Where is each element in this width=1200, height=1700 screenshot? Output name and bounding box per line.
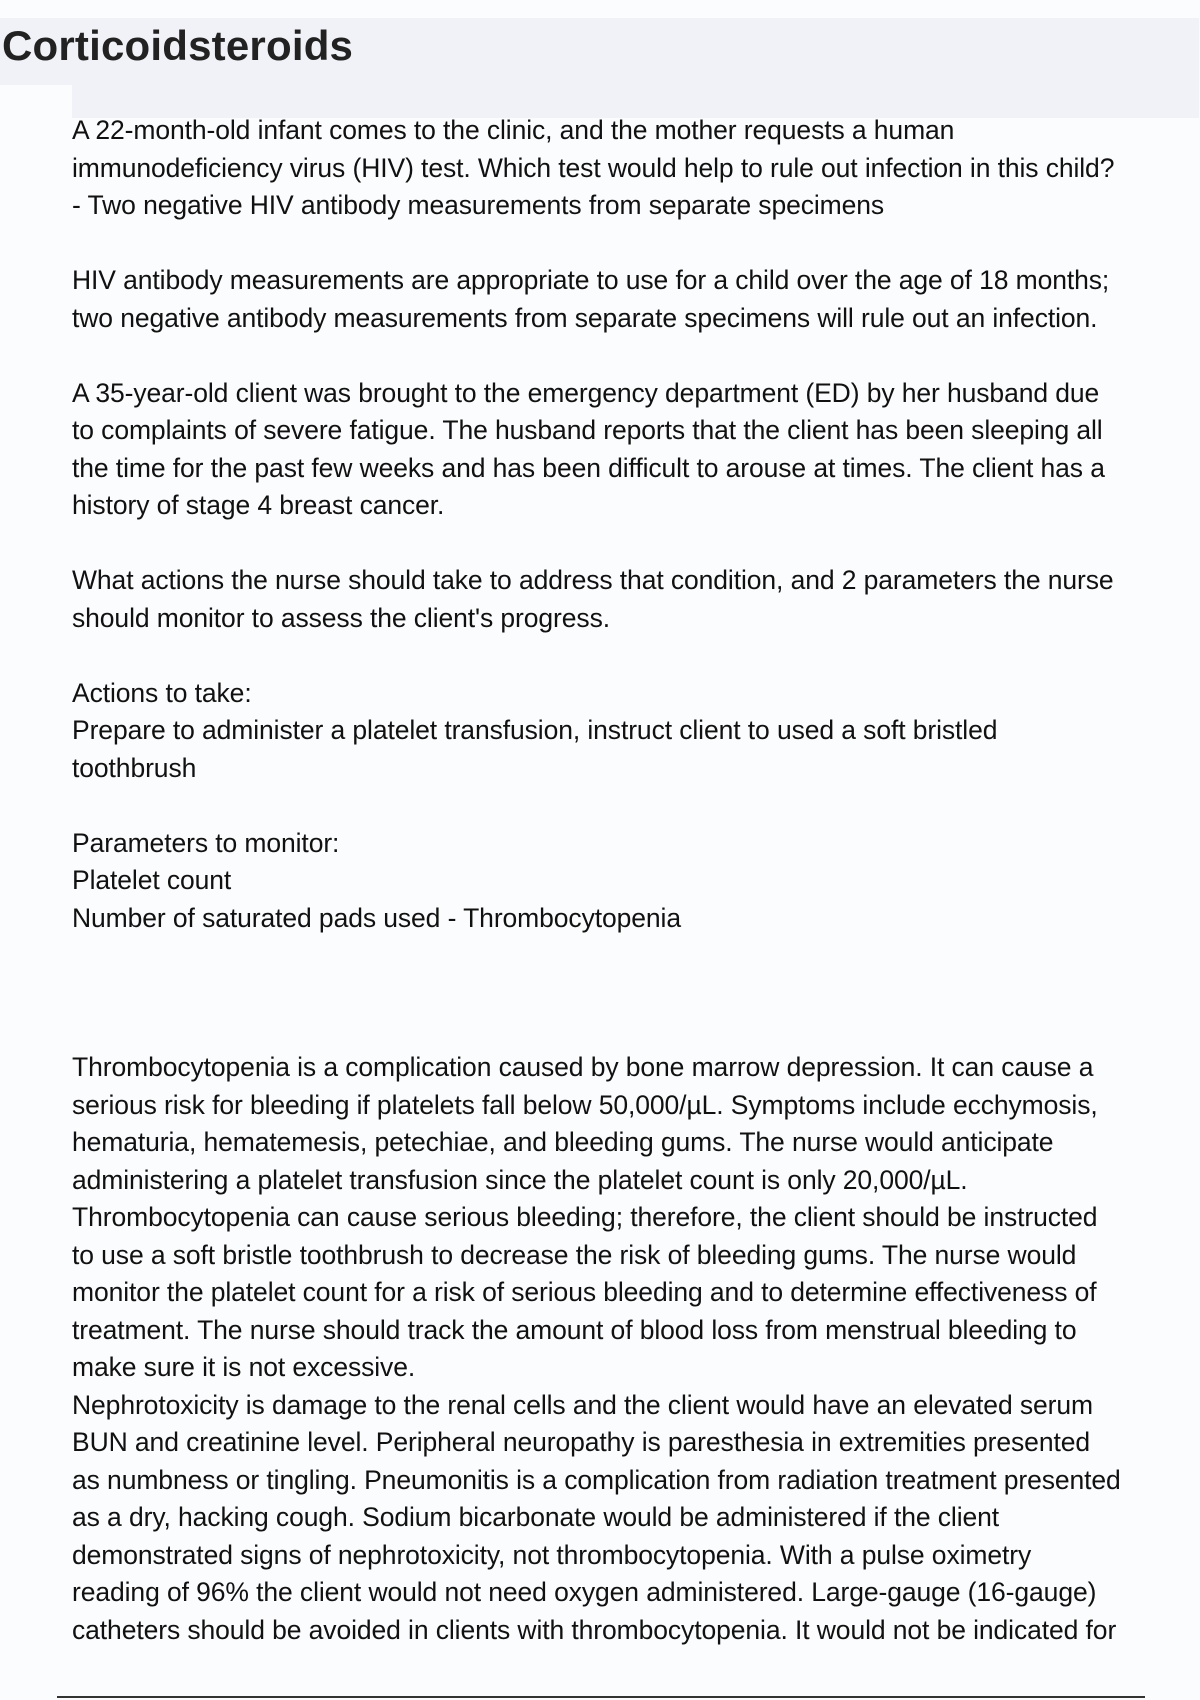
text-line: make sure it is not excessive. bbox=[72, 1352, 416, 1382]
text-line: catheters should be avoided in clients with thrombocytopenia. It would not be indicated for bbox=[72, 1614, 1117, 1645]
text-line: two negative antibody measurements from separate specimens will rule out an infection. bbox=[72, 302, 1098, 333]
text-line: as numbness or tingling. Pneumonitis is a complication from radiation treatment presented bbox=[72, 1464, 1121, 1495]
text-line: immunodeficiency virus (HIV) test. Which test would help to rule out infection in this child? bbox=[72, 152, 1115, 183]
text-line: monitor the platelet count for a risk of serious bleeding and to determine effectiveness of bbox=[72, 1277, 1097, 1307]
text-line: Number of saturated pads used - Thrombocytopenia bbox=[72, 902, 681, 933]
section-heading: Parameters to monitor: bbox=[72, 827, 340, 858]
text-line: Nephrotoxicity is damage to the renal cells and the client would have an elevated serum bbox=[72, 1389, 1093, 1420]
rationale-thrombocytopenia bbox=[72, 1049, 1197, 1649]
text-line: A 35-year-old client was brought to the emergency department (ED) by her husband due bbox=[72, 377, 1100, 408]
text-line: Thrombocytopenia is a complication caused by bone marrow depression. It can cause a bbox=[72, 1052, 1094, 1082]
document-body bbox=[72, 112, 1197, 1649]
text-line: the time for the past few weeks and has been difficult to arouse at times. The client has a bbox=[72, 452, 1105, 483]
question-hiv-test bbox=[72, 112, 1197, 225]
text-line: hematuria, hematemesis, petechiae, and bleeding gums. The nurse would anticipate bbox=[72, 1127, 1054, 1157]
text-line: should monitor to assess the client's progress. bbox=[72, 602, 610, 633]
section-heading: Actions to take: bbox=[72, 677, 252, 708]
text-line: Platelet count bbox=[72, 865, 232, 895]
title-bar-notch bbox=[0, 85, 72, 125]
text-line: toothbrush bbox=[72, 752, 197, 783]
paragraph-gap bbox=[72, 787, 1197, 825]
text-line: Prepare to administer a platelet transfusion, instruct client to used a soft bristled bbox=[72, 715, 998, 745]
text-line: to complaints of severe fatigue. The husband reports that the client has been sleeping all bbox=[72, 415, 1103, 445]
text-line: treatment. The nurse should track the amount of blood loss from menstrual bleeding to bbox=[72, 1314, 1077, 1345]
paragraph-gap bbox=[72, 225, 1197, 263]
text-line: What actions the nurse should take to address that condition, and 2 parameters the nurse bbox=[72, 565, 1114, 595]
text-line: HIV antibody measurements are appropriate to use for a child over the age of 18 months; bbox=[72, 265, 1110, 295]
actions-to-take bbox=[72, 675, 1197, 788]
paragraph-gap bbox=[72, 525, 1197, 563]
paragraph-gap bbox=[72, 337, 1197, 375]
text-line: reading of 96% the client would not need oxygen administered. Large-gauge (16-gauge) bbox=[72, 1577, 1097, 1607]
text-line: - Two negative HIV antibody measurements from separate specimens bbox=[72, 190, 885, 220]
paragraph-gap bbox=[72, 937, 1197, 1049]
parameters-to-monitor bbox=[72, 825, 1197, 938]
page-bottom-divider bbox=[57, 1696, 1145, 1698]
case-question bbox=[72, 562, 1197, 637]
text-line: as a dry, hacking cough. Sodium bicarbonate would be administered if the client bbox=[72, 1502, 1000, 1532]
text-line: administering a platelet transfusion since the platelet count is only 20,000/µL. bbox=[72, 1164, 968, 1195]
text-line: serious risk for bleeding if platelets fall below 50,000/µL. Symptoms include ecchymosis, bbox=[72, 1089, 1098, 1120]
text-line: history of stage 4 breast cancer. bbox=[72, 490, 445, 520]
text-line: A 22-month-old infant comes to the clinic, and the mother requests a human bbox=[72, 115, 955, 145]
page-title: Corticoidsteroids bbox=[2, 22, 354, 69]
text-line: Thrombocytopenia can cause serious bleeding; therefore, the client should be instructed bbox=[72, 1202, 1098, 1232]
text-line: BUN and creatinine level. Peripheral neuropathy is paresthesia in extremities presented bbox=[72, 1427, 1090, 1457]
case-scenario bbox=[72, 375, 1197, 525]
answer-hiv-rationale bbox=[72, 262, 1197, 337]
paragraph-gap bbox=[72, 637, 1197, 675]
text-line: to use a soft bristle toothbrush to decrease the risk of bleeding gums. The nurse would bbox=[72, 1239, 1077, 1270]
text-line: demonstrated signs of nephrotoxicity, not thrombocytopenia. With a pulse oximetry bbox=[72, 1539, 1032, 1570]
